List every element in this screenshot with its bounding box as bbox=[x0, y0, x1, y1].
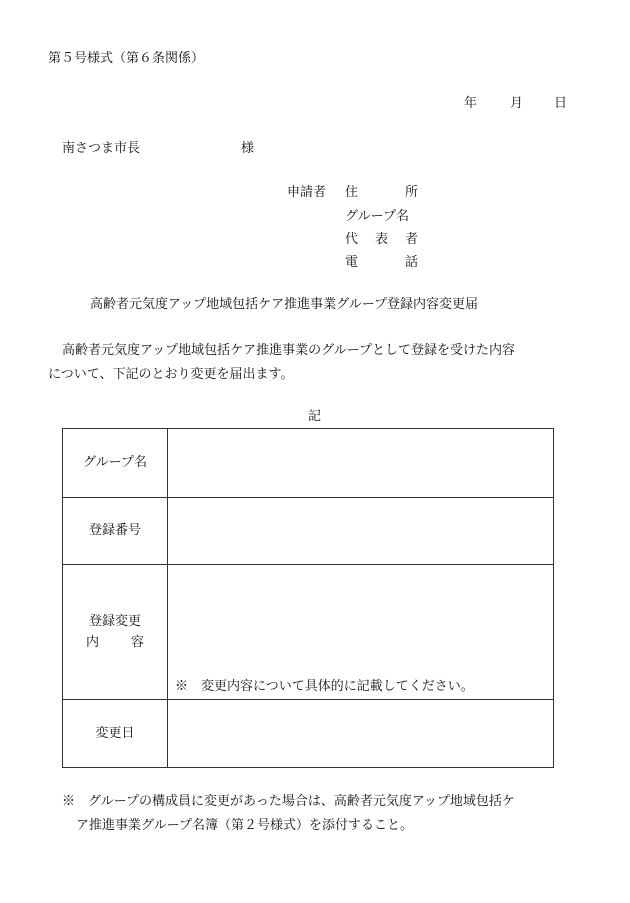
change-content-text-2: 内 bbox=[86, 634, 100, 650]
footnote-line-2: ア推進事業グループ名簿（第２号様式）を添付すること。 bbox=[76, 818, 413, 833]
address-label-2: 所 bbox=[405, 185, 419, 200]
change-content-cell-label bbox=[63, 565, 168, 700]
row-change-date bbox=[63, 699, 553, 768]
body-line-2: について、下記のとおり変更を届出ます。 bbox=[48, 367, 294, 382]
change-date-cell-label bbox=[63, 700, 168, 768]
row-change-content bbox=[63, 564, 553, 700]
form-number: 第５号様式（第６条関係） bbox=[48, 51, 205, 66]
date-year-label: 年 bbox=[464, 96, 478, 111]
reg-number-cell-label bbox=[63, 498, 168, 565]
row-group-name bbox=[63, 429, 553, 497]
change-content-text-1: 登録変更 bbox=[88, 613, 141, 629]
date-day-label: 日 bbox=[554, 96, 568, 111]
change-form-table bbox=[62, 428, 554, 768]
change-date-text: 変更日 bbox=[95, 725, 135, 741]
addressee-honorific: 様 bbox=[241, 141, 255, 156]
group-name-label: グループ名 bbox=[345, 209, 409, 224]
representative-label-3: 者 bbox=[405, 232, 419, 247]
group-name-value-cell[interactable] bbox=[168, 429, 553, 497]
group-name-text: グループ名 bbox=[83, 454, 147, 470]
address-label-1: 住 bbox=[345, 185, 359, 200]
row-reg-number bbox=[63, 497, 553, 565]
change-content-value-cell[interactable] bbox=[168, 565, 553, 700]
ki-label: 記 bbox=[308, 409, 322, 424]
change-content-text-row bbox=[86, 633, 144, 654]
addressee-name: 南さつま市長 bbox=[62, 141, 141, 156]
body-line-1: 高齢者元気度アップ地域包括ケア推進事業のグループとして登録を受けた内容 bbox=[62, 343, 516, 358]
date-month-label: 月 bbox=[510, 96, 524, 111]
representative-label-2: 表 bbox=[375, 232, 389, 247]
group-name-cell-label bbox=[63, 429, 168, 497]
reg-number-text: 登録番号 bbox=[88, 523, 141, 539]
document-title: 高齢者元気度アップ地域包括ケア推進事業グループ登録内容変更届 bbox=[90, 297, 479, 312]
footnote-line-1: ※ グループの構成員に変更があった場合は、高齢者元気度アップ地域包括ケ bbox=[62, 794, 515, 809]
applicant-label: 申請者 bbox=[287, 185, 327, 200]
change-date-value-cell[interactable] bbox=[168, 700, 553, 768]
change-content-text-3: 容 bbox=[130, 634, 144, 650]
change-note: ※ 変更内容について具体的に記載してください。 bbox=[175, 679, 474, 694]
phone-label-2: 話 bbox=[405, 255, 419, 270]
phone-label-1: 電 bbox=[345, 255, 359, 270]
representative-label-1: 代 bbox=[345, 232, 359, 247]
reg-number-value-cell[interactable] bbox=[168, 498, 553, 565]
